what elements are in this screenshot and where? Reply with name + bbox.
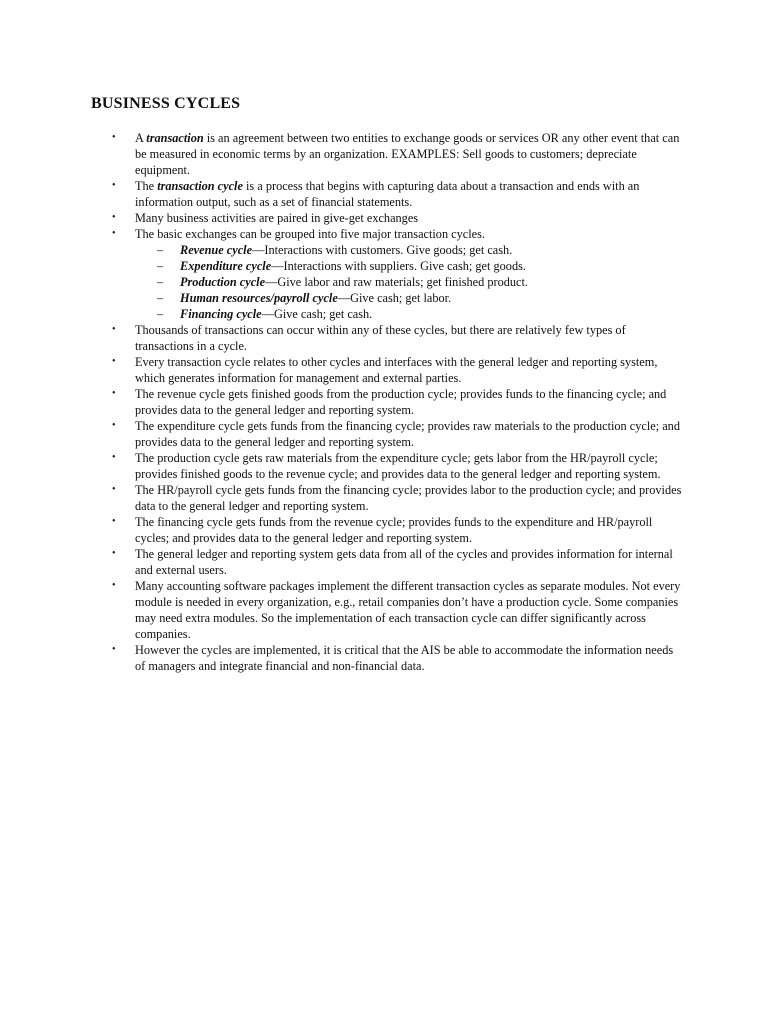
- bullet-icon: •: [112, 228, 116, 239]
- item-text: The revenue cycle gets finished goods from the production cycle; provides funds to the financing cycle; and provides data to the general ledger and reporting system.: [135, 387, 667, 417]
- list-item: [112, 642, 682, 674]
- list-item: [112, 482, 682, 514]
- sub-list-item: [135, 306, 682, 322]
- bullet-icon: •: [112, 484, 116, 495]
- dash-icon: –: [157, 291, 164, 305]
- dash-icon: –: [157, 243, 164, 257]
- bullet-icon: •: [112, 580, 116, 591]
- list-item: [112, 210, 682, 226]
- cycle-text: —Interactions with customers. Give goods; get cash.: [252, 243, 513, 257]
- item-text: Thousands of transactions can occur within any of these cycles, but there are relatively few types of transactions in a cycle.: [135, 323, 626, 353]
- item-term: transaction cycle: [157, 179, 243, 193]
- list-item: [112, 354, 682, 386]
- cycle-text: —Give cash; get labor.: [337, 291, 452, 305]
- sub-list-item: [135, 258, 682, 274]
- bullet-icon: •: [112, 388, 116, 399]
- dash-icon: –: [157, 259, 164, 273]
- item-term: transaction: [146, 131, 204, 145]
- list-item: [112, 514, 682, 546]
- cycle-term: Production cycle: [180, 275, 266, 289]
- list-item: [112, 578, 682, 642]
- cycle-text: —Give labor and raw materials; get finished product.: [265, 275, 528, 289]
- sub-list-item: [135, 242, 682, 258]
- item-text-pre: A: [135, 131, 147, 145]
- bullet-icon: •: [112, 452, 116, 463]
- cycle-term: Human resources/payroll cycle: [180, 291, 338, 305]
- list-item: [112, 322, 682, 354]
- item-text: is a process that begins with capturing data about a transaction and ends with an information output, such as a set of financial statements.: [135, 179, 640, 209]
- list-item: [112, 386, 682, 418]
- list-item: [112, 130, 682, 178]
- list-item: [112, 546, 682, 578]
- bullet-icon: •: [112, 644, 116, 655]
- list-item: [112, 418, 682, 450]
- item-text: Every transaction cycle relates to other cycles and interfaces with the general ledger and reporting system, which generates information for management and external parties.: [135, 355, 658, 385]
- bullet-icon: •: [112, 356, 116, 367]
- item-text: The financing cycle gets funds from the revenue cycle; provides funds to the expenditure and HR/payroll cycles; and provides data to the general ledger and reporting system.: [135, 515, 653, 545]
- item-text: The HR/payroll cycle gets funds from the financing cycle; provides labor to the production cycle; and provides data to the general ledger and reporting system.: [135, 483, 682, 513]
- cycle-text: —Give cash; get cash.: [261, 307, 373, 321]
- bullet-icon: •: [112, 132, 116, 143]
- cycle-text: —Interactions with suppliers. Give cash; get goods.: [271, 259, 526, 273]
- item-text: The general ledger and reporting system gets data from all of the cycles and provides information for internal and external users.: [135, 547, 673, 577]
- bullet-icon: •: [112, 180, 116, 191]
- cycle-term: Expenditure cycle: [180, 259, 272, 273]
- item-text: Many accounting software packages implement the different transaction cycles as separate modules. Not every module is needed in every organization, e.g., retail companies don’t have a production cycle. Some companies may need extra modules. So the implementation of each transaction cycle can differ significantly across companies.: [135, 579, 681, 641]
- item-text: The expenditure cycle gets funds from the financing cycle; provides raw materials to the production cycle; and provides data to the general ledger and reporting system.: [135, 419, 680, 449]
- list-item: [112, 178, 682, 210]
- sub-list-item: [135, 274, 682, 290]
- cycle-term: Revenue cycle: [180, 243, 253, 257]
- item-text-pre: The: [135, 179, 158, 193]
- dash-icon: –: [157, 307, 164, 321]
- cycle-sublist: [135, 242, 682, 322]
- bullet-icon: •: [112, 548, 116, 559]
- item-text: The basic exchanges can be grouped into five major transaction cycles.: [135, 227, 485, 241]
- bullet-icon: •: [112, 420, 116, 431]
- bullet-icon: •: [112, 516, 116, 527]
- bullet-list: [112, 130, 682, 674]
- sub-list-item: [135, 290, 682, 306]
- item-text: The production cycle gets raw materials from the expenditure cycle; gets labor from the HR/payroll cycle; provides finished goods to the revenue cycle; and provides data to the general ledger and reporting system.: [135, 451, 661, 481]
- page-title: BUSINESS CYCLES: [91, 95, 241, 112]
- cycle-term: Financing cycle: [180, 307, 262, 321]
- item-text: Many business activities are paired in give-get exchanges: [135, 211, 419, 225]
- dash-icon: –: [157, 275, 164, 289]
- list-item: [112, 450, 682, 482]
- list-item: [112, 226, 682, 322]
- bullet-icon: •: [112, 324, 116, 335]
- item-text: is an agreement between two entities to exchange goods or services OR any other event that can be measured in economic terms by an organization. EXAMPLES: Sell goods to customers; depreciate equipment.: [135, 131, 680, 177]
- bullet-icon: •: [112, 212, 116, 223]
- item-text: However the cycles are implemented, it is critical that the AIS be able to accommodate the information needs of managers and integrate financial and non-financial data.: [135, 643, 674, 673]
